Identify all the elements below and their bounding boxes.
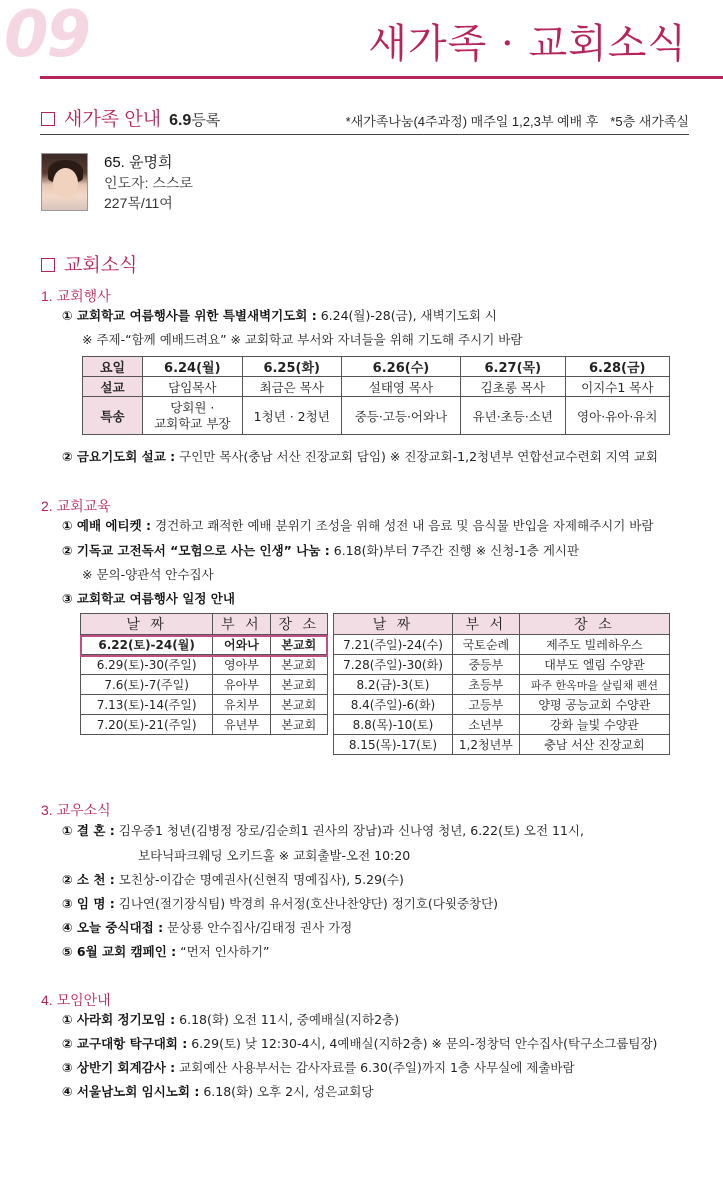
table-cell: 8.4(주일)-6(화) — [334, 695, 453, 715]
table-cell: 중등·고등·어와나 — [341, 397, 460, 435]
meeting-item-2: ② 교구대항 탁구대회 : 6.29(토) 낮 12:30-4시, 4예배실(지하2층) ※ 문의-정창덕 안수집사(탁구소그룹팀장) — [62, 1036, 658, 1051]
table-row-highlighted — [81, 635, 328, 655]
person-district: 227목/11여 — [104, 195, 173, 211]
table-cell: 최금은 목사 — [242, 377, 341, 397]
table-header-cell: 6.24(월) — [143, 357, 243, 377]
table-row — [81, 695, 328, 715]
members-item-campaign: ⑤ 6월 교회 캠페인 : “먼저 인사하기” — [62, 944, 270, 959]
table-row — [334, 675, 670, 695]
newfamily-note: *새가족나눔(4주과정) 매주일 1,2,3부 예배 후 *5층 새가족실 — [345, 114, 689, 129]
table-row — [334, 655, 670, 675]
members-item-wedding-cont: 보타닉파크웨딩 오키드홀 ※ 교회출발-오전 10:20 — [138, 848, 411, 863]
subsection-events: 1. 교회행사 — [41, 288, 111, 304]
table-cell: 고등부 — [452, 695, 519, 715]
meeting-item-1: ① 사라회 정기모임 : 6.18(화) 오전 11시, 중예배실(지하2층) — [62, 1012, 400, 1027]
table-cell: 강화 늘빛 수양관 — [519, 715, 669, 735]
table-cell: 7.28(주일)-30(화) — [334, 655, 453, 675]
table-cell: 8.8(목)-10(토) — [334, 715, 453, 735]
table-header-cell: 6.27(목) — [461, 357, 565, 377]
table-cell: 6.29(토)-30(주일) — [81, 655, 213, 675]
newfamily-person — [104, 153, 193, 213]
table-header-cell: 6.25(화) — [242, 357, 341, 377]
table-cell: 영아·유아·유치 — [565, 397, 670, 435]
table-header-cell: 날 짜 — [334, 614, 453, 635]
event-item-2: ② 금요기도회 설교 : 구인만 목사(충남 서산 진장교회 담임) ※ 진장교회-1,2청년부 연합선교수련회 지역 교회 — [62, 449, 659, 464]
table-cell: 6.22(토)-24(월) — [81, 635, 213, 655]
table-cell: 설태영 목사 — [341, 377, 460, 397]
summer-schedule-table-right — [333, 613, 670, 755]
meeting-item-3: ③ 상반기 회계감사 : 교회예산 사용부서는 감사자료를 6.30(주일)까지 1층 사무실에 제출바람 — [62, 1060, 575, 1075]
table-cell: 파주 한옥마을 살림채 펜션 — [519, 675, 669, 695]
table-header-cell: 6.28(금) — [565, 357, 670, 377]
table-cell: 유아부 — [213, 675, 270, 695]
table-header-cell: 6.26(수) — [341, 357, 460, 377]
education-item-1: ① 예배 에티켓 : 경건하고 쾌적한 예배 분위기 조성을 위해 성전 내 음료 및 음식물 반입을 자제해주시기 바람 — [62, 518, 654, 533]
title-divider — [40, 76, 723, 79]
table-cell: 국토순례 — [452, 635, 519, 655]
table-header-cell: 장 소 — [519, 614, 669, 635]
news-heading: 교회소식 — [41, 254, 137, 278]
page-number: 09 — [4, 0, 90, 72]
table-header-cell: 부 서 — [452, 614, 519, 635]
checkbox-square-icon — [41, 112, 55, 126]
checkbox-square-icon — [41, 258, 55, 272]
table-cell: 본교회 — [270, 635, 327, 655]
table-cell: 설교 — [83, 377, 143, 397]
table-cell: 당회원 · 교회학교 부장 — [143, 397, 243, 435]
members-item-funeral: ② 소 천 : 모친상-이갑순 명예권사(신현직 명예집사), 5.29(수) — [62, 872, 404, 887]
table-row — [334, 695, 670, 715]
education-item-2-note: ※ 문의-양관석 안수집사 — [82, 567, 214, 582]
table-cell: 담임목사 — [143, 377, 243, 397]
page-title: 새가족 · 교회소식 — [368, 21, 687, 67]
table-cell: 이지수1 목사 — [565, 377, 670, 397]
person-guide: 인도자: 스스로 — [104, 175, 193, 191]
table-header-cell: 날 짜 — [81, 614, 213, 635]
person-name: 65. 윤명희 — [104, 154, 173, 171]
table-cell: 특송 — [83, 397, 143, 435]
table-cell: 8.15(목)-17(토) — [334, 735, 453, 755]
table-row — [81, 675, 328, 695]
table-cell: 대부도 엘림 수양관 — [519, 655, 669, 675]
table-header-cell: 부 서 — [213, 614, 270, 635]
members-item-lunch: ④ 오늘 중식대접 : 문상룡 안수집사/김태정 권사 가정 — [62, 920, 353, 935]
table-cell: 7.13(토)-14(주일) — [81, 695, 213, 715]
table-row — [81, 655, 328, 675]
table-cell: 제주도 빌레하우스 — [519, 635, 669, 655]
subsection-education: 2. 교회교육 — [41, 498, 111, 514]
table-header-cell: 장 소 — [270, 614, 327, 635]
table-cell: 소년부 — [452, 715, 519, 735]
member-photo — [41, 153, 88, 211]
table-cell: 어와나 — [213, 635, 270, 655]
table-cell: 유년부 — [213, 715, 270, 735]
prayer-schedule-table — [82, 356, 670, 435]
table-cell: 김초롱 목사 — [461, 377, 565, 397]
table-cell: 본교회 — [270, 695, 327, 715]
table-cell: 중등부 — [452, 655, 519, 675]
members-item-appointment: ③ 임 명 : 김나연(절기장식팀) 박경희 유서정(호산나찬양단) 정기호(다윗중창단) — [62, 896, 499, 911]
table-cell: 유치부 — [213, 695, 270, 715]
event-item-1: ① 교회학교 여름행사를 위한 특별새벽기도회 : 6.24(월)-28(금), 새벽기도회 시 — [62, 308, 497, 323]
table-row — [334, 715, 670, 735]
newfamily-date: 6.9등록 — [169, 112, 221, 129]
table-cell: 7.20(토)-21(주일) — [81, 715, 213, 735]
education-item-2: ② 기독교 고전독서 “모험으로 사는 인생” 나눔 : 6.18(화)부터 7주간 진행 ※ 신청-1층 게시판 — [62, 543, 580, 558]
meeting-item-4: ④ 서울남노회 임시노회 : 6.18(화) 오후 2시, 성은교회당 — [62, 1084, 374, 1099]
table-cell: 영아부 — [213, 655, 270, 675]
table-cell: 충남 서산 진장교회 — [519, 735, 669, 755]
table-cell: 초등부 — [452, 675, 519, 695]
newfamily-heading: 새가족 안내 6.9등록 — [41, 108, 220, 133]
summer-schedule-table-left — [80, 613, 328, 735]
table-cell: 본교회 — [270, 675, 327, 695]
table-cell: 8.2(금)-3(토) — [334, 675, 453, 695]
table-cell: 유년·초등·소년 — [461, 397, 565, 435]
table-cell: 양평 공능교회 수양관 — [519, 695, 669, 715]
table-row — [334, 635, 670, 655]
subsection-meetings: 4. 모임안내 — [41, 992, 111, 1008]
table-cell: 1청년 · 2청년 — [242, 397, 341, 435]
members-item-wedding: ① 결 혼 : 김우중1 청년(김병정 장로/김순희1 권사의 장남)과 신나영 청년, 6.22(토) 오전 11시, — [62, 823, 584, 838]
table-row — [334, 735, 670, 755]
table-cell: 7.21(주일)-24(수) — [334, 635, 453, 655]
subsection-members: 3. 교우소식 — [41, 802, 111, 818]
table-cell: 7.6(토)-7(주일) — [81, 675, 213, 695]
table-cell: 1,2청년부 — [452, 735, 519, 755]
event-item-1-note: ※ 주제-“함께 예배드려요” ※ 교회학교 부서와 자녀들을 위해 기도해 주시기 바람 — [82, 332, 523, 347]
newfamily-divider — [40, 134, 689, 135]
table-cell: 본교회 — [270, 715, 327, 735]
table-row — [81, 715, 328, 735]
table-cell: 본교회 — [270, 655, 327, 675]
table-header-cell: 요일 — [83, 357, 143, 377]
education-item-3: ③ 교회학교 여름행사 일정 안내 — [62, 591, 235, 606]
